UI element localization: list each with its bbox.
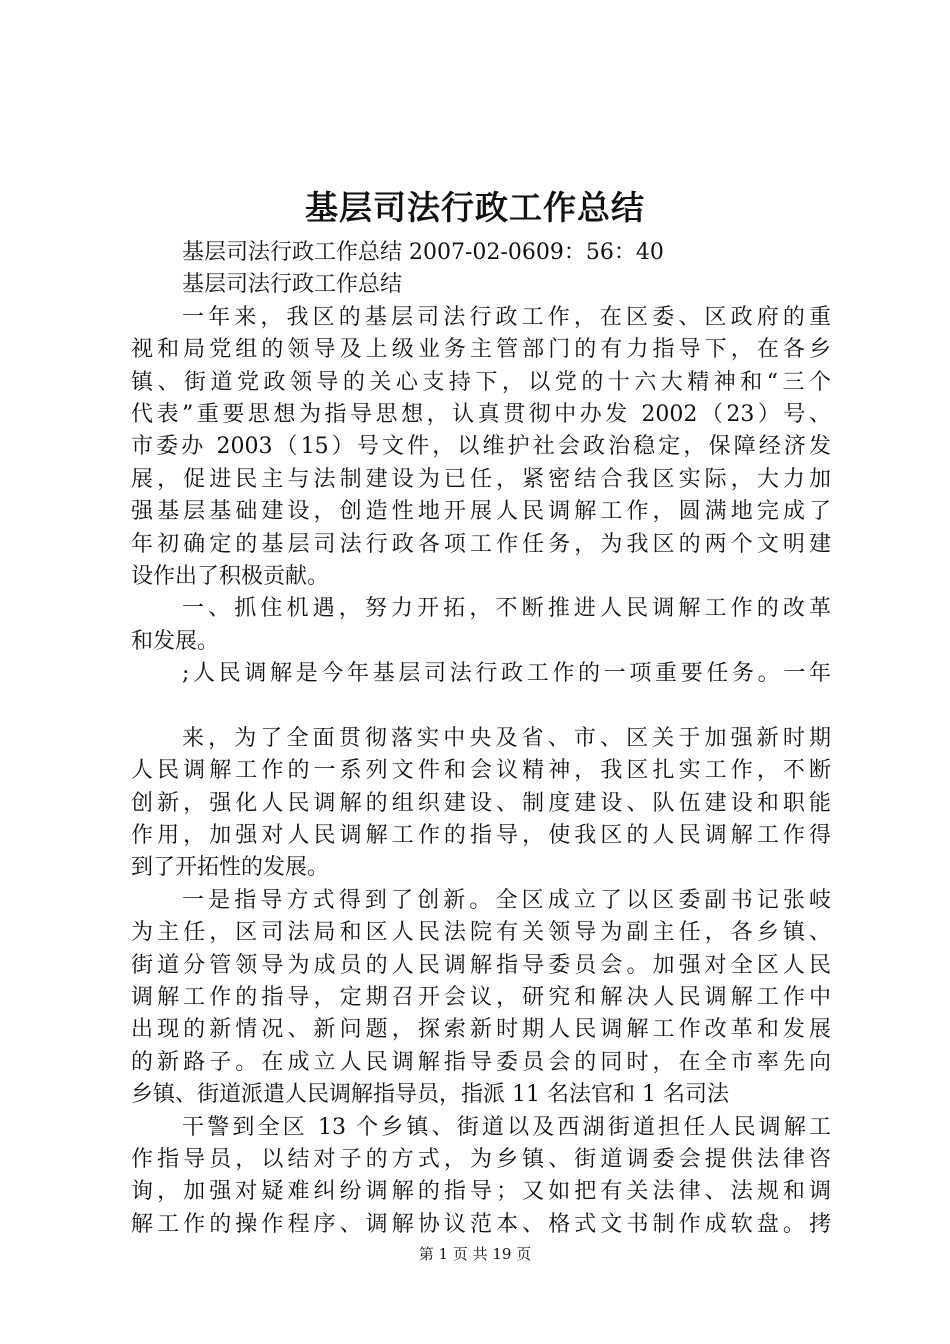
text-line: 一年来，我区的基层司法行政工作，在区委、区政府的重 [182, 304, 831, 330]
text-line: 强基层基础建设，创造性地开展人民调解工作，圆满地完成了 [131, 499, 831, 525]
text-line: 到了开拓性的发展。 [131, 855, 330, 881]
text-line: 为主任，区司法局和区人民法院有关领导为副主任，各乡镇、 [131, 920, 831, 946]
text-line: 和发展。 [131, 628, 220, 654]
text-line: 基层司法行政工作总结 2007-02-0609：56：40 [182, 240, 664, 265]
text-line: 创新，强化人民调解的组织建设、制度建设、队伍建设和职能 [131, 790, 831, 816]
text-line: 乡镇、街道派遣人民调解指导员，指派 11 名法官和 1 名司法 [131, 1082, 729, 1108]
text-line: 出现的新情况、新问题，探索新时期人民调解工作改革和发展 [131, 1017, 831, 1043]
text-line: 人民调解工作的一系列文件和会议精神，我区扎实工作，不断 [131, 758, 831, 784]
page-footer: 第 1 页 共 19 页 [418, 1245, 532, 1263]
text-line: 设作出了积极贡献。 [131, 563, 330, 589]
text-line: 调解工作的指导，定期召开会议，研究和解决人民调解工作中 [131, 984, 831, 1010]
text-line: 作指导员，以结对子的方式，为乡镇、街道调委会提供法律咨 [131, 1146, 831, 1172]
text-line: 镇、街道党政领导的关心支持下，以党的十六大精神和“三个 [131, 369, 831, 395]
text-line: 干警到全区 13 个乡镇、街道以及西湖街道担任人民调解工 [182, 1114, 831, 1140]
text-line: ;人民调解是今年基层司法行政工作的一项重要任务。一年 [182, 661, 831, 687]
document-body [131, 237, 831, 1241]
text-line: 市委办 2003（15）号文件，以维护社会政治稳定，保障经济发 [131, 434, 831, 460]
text-line: 解工作的操作程序、调解协议范本、格式文书制作成软盘。拷 [131, 1211, 831, 1237]
text-line: 来，为了全面贯彻落实中央及省、市、区关于加强新时期 [182, 725, 831, 751]
paragraph-gap [131, 690, 831, 722]
text-line: 展，促进民主与法制建设为已任，紧密结合我区实际，大力加 [131, 466, 831, 492]
document-title: 基层司法行政工作总结 [305, 188, 645, 227]
text-line: 代表”重要思想为指导思想，认真贯彻中办发 2002（23）号、 [131, 401, 831, 427]
text-line: 基层司法行政工作总结 [182, 272, 403, 298]
text-line: 一、抓住机遇，努力开拓，不断推进人民调解工作的改革 [182, 596, 831, 622]
text-line: 作用，加强对人民调解工作的指导，使我区的人民调解工作得 [131, 823, 831, 849]
text-line: 街道分管领导为成员的人民调解指导委员会。加强对全区人民 [131, 952, 831, 978]
text-line: 年初确定的基层司法行政各项工作任务，为我区的两个文明建 [131, 531, 831, 557]
text-line: 视和局党组的领导及上级业务主管部门的有力指导下，在各乡 [131, 337, 831, 363]
text-line: 询，加强对疑难纠纷调解的指导；又如把有关法律、法规和调 [131, 1179, 831, 1205]
text-line: 一是指导方式得到了创新。全区成立了以区委副书记张岐 [182, 887, 831, 913]
text-line: 的新路子。在成立人民调解指导委员会的同时，在全市率先向 [131, 1049, 831, 1075]
